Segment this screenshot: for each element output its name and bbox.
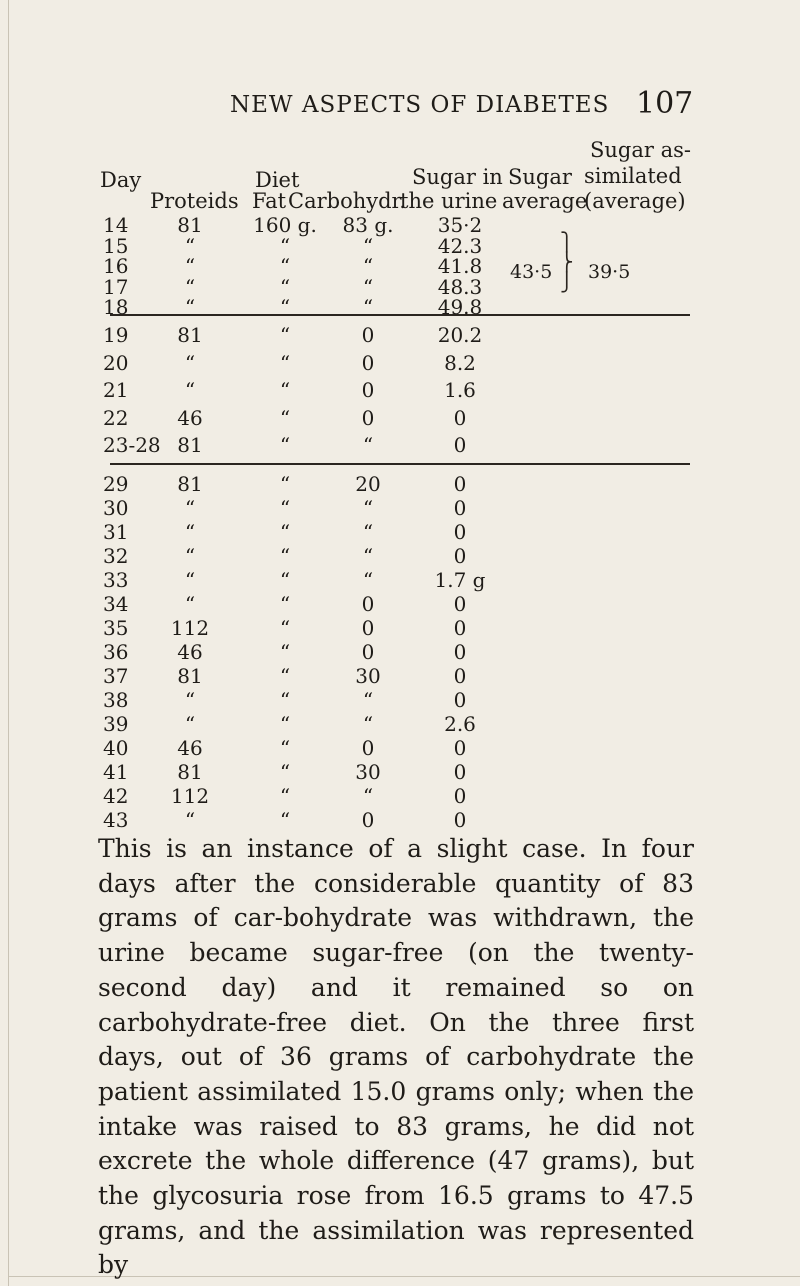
table-cell-carbohydr: 30 <box>355 760 381 784</box>
table-cell-sugar: 0 <box>453 616 467 640</box>
table-cell-carbohydr: “ <box>362 254 374 278</box>
table-cell-proteids: “ <box>184 592 196 616</box>
table-cell-day: 32 <box>103 544 129 568</box>
table-cell-sugar: 8.2 <box>444 350 476 375</box>
header-sugar-average-line2: average <box>502 189 588 213</box>
table-cell-proteids: 81 <box>177 433 203 457</box>
table-cell-day: 19 <box>103 323 129 347</box>
group1-assimilated-average: 39·5 <box>588 261 631 283</box>
table-cell-fat: “ <box>279 784 291 808</box>
table-cell-fat: “ <box>279 640 291 664</box>
table-cell-sugar: 0 <box>453 544 467 568</box>
table-cell-fat: “ <box>279 433 291 457</box>
table-cell-fat: “ <box>279 254 291 278</box>
body-paragraph: This is an instance of a slight case. In four days after the considerable quantity of 83 grams of car-bohydrate was withdrawn, the urine became sugar-free (on the twenty-second day) and it remained so on carbohydrate-free diet. On the three first days, out of 36 grams of carbohydrate the patient assimilated 15.0 grams only; when the intake was raised to 83 grams, he did not excrete the whole difference (47 grams), but the glycosuria rose from 16.5 grams to 47.5 grams, and the assimilation was represented by <box>98 834 694 1280</box>
table-cell-proteids: 112 <box>170 616 210 640</box>
table-cell-carbohydr: 0 <box>361 736 375 760</box>
table-cell-proteids: “ <box>184 568 196 592</box>
header-sugar-average-line1: Sugar <box>508 165 572 189</box>
table-cell-carbohydr: “ <box>362 568 374 592</box>
table-cell-day: 14 <box>103 213 129 237</box>
table-cell-carbohydr: 30 <box>355 664 381 688</box>
table-cell-proteids: 81 <box>177 760 203 784</box>
table-cell-proteids: 46 <box>177 640 203 664</box>
table-cell-day: 40 <box>103 736 129 760</box>
table-cell-carbohydr: 83 g. <box>342 213 394 237</box>
table-cell-sugar: 0 <box>453 808 467 832</box>
table-cell-day: 42 <box>103 784 129 808</box>
table-cell-proteids: “ <box>184 254 196 278</box>
table-cell-carbohydr: “ <box>362 433 374 457</box>
table-cell-carbohydr: “ <box>362 496 374 520</box>
table-cell-sugar: 20.2 <box>437 323 483 347</box>
table-cell-proteids: “ <box>184 233 196 258</box>
table-cell-sugar: 48.3 <box>437 274 483 299</box>
table-cell-carbohydr: 0 <box>361 405 375 430</box>
table-cell-day: 16 <box>103 254 129 278</box>
table-cell-fat: “ <box>279 568 291 592</box>
table-cell-proteids: 81 <box>177 664 203 688</box>
table-cell-proteids: “ <box>184 378 196 402</box>
header-sugar-in-urine-line1: Sugar in <box>412 165 503 189</box>
table-cell-fat: “ <box>279 350 291 375</box>
table-cell-day: 38 <box>103 688 129 712</box>
table-cell-day: 17 <box>103 274 129 299</box>
table-cell-proteids: “ <box>184 808 196 832</box>
table-cell-carbohydr: 0 <box>361 592 375 616</box>
table-cell-sugar: 0 <box>453 405 467 430</box>
table-cell-day: 43 <box>103 808 129 832</box>
table-cell-day: 31 <box>103 520 129 544</box>
table-cell-day: 35 <box>103 616 129 640</box>
table-cell-fat: “ <box>279 736 291 760</box>
table-cell-carbohydr: 0 <box>361 808 375 832</box>
running-head: NEW ASPECTS OF DIABETES <box>230 92 610 118</box>
table-cell-fat: “ <box>279 808 291 832</box>
table-cell-carbohydr: 0 <box>361 640 375 664</box>
table-cell-fat: “ <box>279 664 291 688</box>
table-cell-fat: “ <box>279 616 291 640</box>
header-assimilated-line3: (average) <box>584 189 686 213</box>
table-cell-sugar: 35·2 <box>437 213 483 237</box>
header-proteids: Proteids <box>150 189 239 213</box>
table-cell-fat: “ <box>279 592 291 616</box>
table-cell-day: 22 <box>103 405 129 430</box>
table-cell-sugar: 0 <box>453 760 467 784</box>
table-cell-sugar: 0 <box>453 433 467 457</box>
group2-rule <box>110 463 690 465</box>
table-cell-day: 29 <box>103 472 129 496</box>
table-cell-day: 18 <box>103 295 129 319</box>
table-cell-sugar: 0 <box>453 784 467 808</box>
header-sugar-in-urine-line2: the urine <box>400 189 498 213</box>
table-cell-carbohydr: “ <box>362 295 374 319</box>
bracket-icon: ⎫ ⎬ ⎭ <box>560 232 574 293</box>
table-cell-day: 41 <box>103 760 129 784</box>
table-cell-fat: “ <box>279 496 291 520</box>
table-cell-proteids: “ <box>184 350 196 375</box>
table-cell-fat: “ <box>279 323 291 347</box>
page-number: 107 <box>636 86 694 121</box>
table-cell-carbohydr: “ <box>362 233 374 258</box>
table-cell-fat: 160 g. <box>253 213 317 237</box>
table-cell-sugar: 1.6 <box>444 378 476 402</box>
table-cell-proteids: “ <box>184 274 196 299</box>
table-cell-fat: “ <box>279 544 291 568</box>
table-cell-fat: “ <box>279 760 291 784</box>
table-cell-proteids: “ <box>184 295 196 319</box>
header-assimilated-line2: similated <box>584 164 682 188</box>
table-cell-carbohydr: “ <box>362 688 374 712</box>
header-assimilated-line1: Sugar as- <box>590 138 691 162</box>
table-cell-day: 21 <box>103 378 129 402</box>
header-fat: Fat <box>252 189 287 213</box>
table-cell-carbohydr: “ <box>362 544 374 568</box>
table-cell-carbohydr: “ <box>362 712 374 736</box>
table-cell-carbohydr: 0 <box>361 378 375 402</box>
table-cell-proteids: 46 <box>177 405 203 430</box>
table-cell-proteids: 112 <box>170 784 210 808</box>
table-cell-carbohydr: 0 <box>361 350 375 375</box>
table-cell-fat: “ <box>279 274 291 299</box>
table-cell-sugar: 2.6 <box>444 712 476 736</box>
table-cell-proteids: 46 <box>177 736 203 760</box>
table-cell-day: 23-28 <box>103 433 161 457</box>
table-cell-carbohydr: 20 <box>355 472 381 496</box>
table-cell-sugar: 0 <box>453 736 467 760</box>
table-cell-fat: “ <box>279 472 291 496</box>
table-cell-carbohydr: 0 <box>361 616 375 640</box>
table-cell-fat: “ <box>279 712 291 736</box>
header-diet: Diet <box>255 168 300 192</box>
table-cell-carbohydr: “ <box>362 274 374 299</box>
table-cell-day: 34 <box>103 592 129 616</box>
table-cell-proteids: “ <box>184 544 196 568</box>
table-cell-fat: “ <box>279 405 291 430</box>
table-cell-day: 37 <box>103 664 129 688</box>
table-cell-proteids: 81 <box>177 323 203 347</box>
table-cell-fat: “ <box>279 378 291 402</box>
table-cell-day: 15 <box>103 233 129 258</box>
table-cell-proteids: 81 <box>177 472 203 496</box>
table-cell-sugar: 0 <box>453 664 467 688</box>
table-cell-sugar: 0 <box>453 496 467 520</box>
table-cell-sugar: 49.8 <box>437 295 483 319</box>
table-cell-sugar: 0 <box>453 592 467 616</box>
table-cell-fat: “ <box>279 295 291 319</box>
group1-sugar-average: 43·5 <box>510 261 553 283</box>
table-cell-carbohydr: “ <box>362 784 374 808</box>
group1-rule <box>110 314 690 316</box>
table-cell-proteids: “ <box>184 520 196 544</box>
table-cell-day: 36 <box>103 640 129 664</box>
table-cell-fat: “ <box>279 520 291 544</box>
table-cell-fat: “ <box>279 688 291 712</box>
table-cell-proteids: “ <box>184 688 196 712</box>
table-cell-day: 33 <box>103 568 129 592</box>
table-cell-day: 30 <box>103 496 129 520</box>
table-cell-day: 20 <box>103 350 129 375</box>
table-cell-carbohydr: “ <box>362 520 374 544</box>
table-cell-sugar: 0 <box>453 520 467 544</box>
header-carbohydr: Carbohydr. <box>288 189 406 213</box>
table-cell-proteids: “ <box>184 712 196 736</box>
table-cell-carbohydr: 0 <box>361 323 375 347</box>
table-cell-proteids: “ <box>184 496 196 520</box>
table-cell-proteids: 81 <box>177 213 203 237</box>
table-cell-sugar: 0 <box>453 640 467 664</box>
table-cell-sugar: 0 <box>453 688 467 712</box>
header-day: Day <box>100 168 142 192</box>
table-cell-sugar: 0 <box>453 472 467 496</box>
table-cell-day: 39 <box>103 712 129 736</box>
page-edge-line <box>8 0 9 1286</box>
table-cell-sugar: 1.7 g <box>434 568 486 592</box>
table-cell-fat: “ <box>279 233 291 258</box>
table-cell-sugar: 41.8 <box>437 254 483 278</box>
table-cell-sugar: 42.3 <box>437 233 483 258</box>
